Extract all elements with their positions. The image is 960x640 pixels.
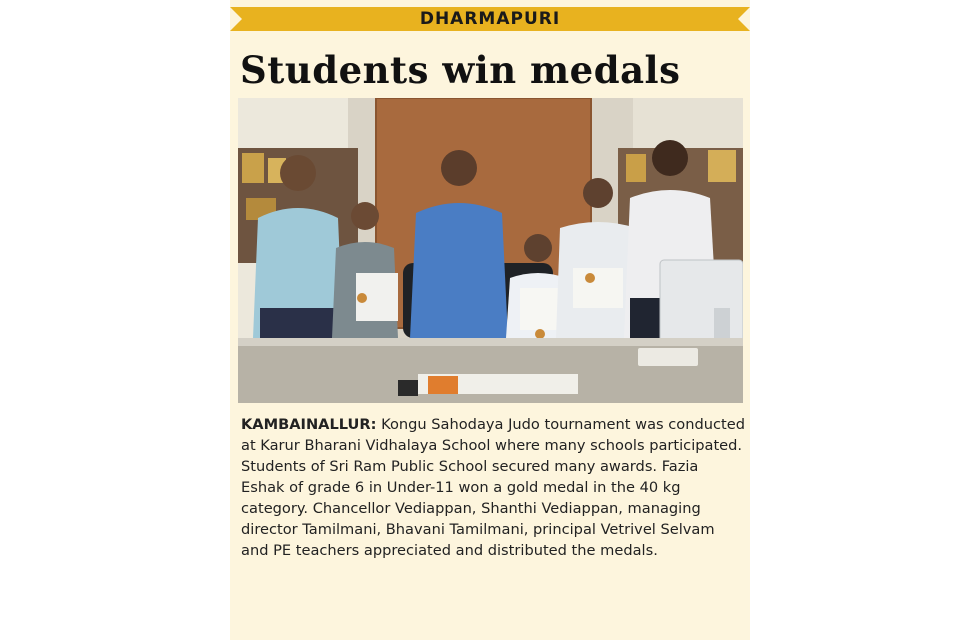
section-banner — [230, 7, 750, 31]
story-text — [241, 414, 746, 561]
photo-illustration — [238, 98, 743, 403]
group-photo — [238, 98, 743, 403]
headline: Students win medals — [240, 48, 681, 92]
section-label: DHARMAPURI — [419, 9, 561, 29]
story-body: Kongu Sahodaya Judo tournament was conducted at Karur Bharani Vidhalaya School where many schools participated. Students of Sri Ram Public School secured many awards. Fazia Eshak of grade 6 in Under-11 won a gold medal in the 40 kg category. Chancellor Vediappan, Shanthi Vediappan, managing director Tamilmani, Bhavani Tamilmani, principal Vetrivel Selvam and PE teachers appreciated and distributed the medals. — [241, 416, 745, 559]
dateline: KAMBAINALLUR: — [241, 416, 377, 433]
